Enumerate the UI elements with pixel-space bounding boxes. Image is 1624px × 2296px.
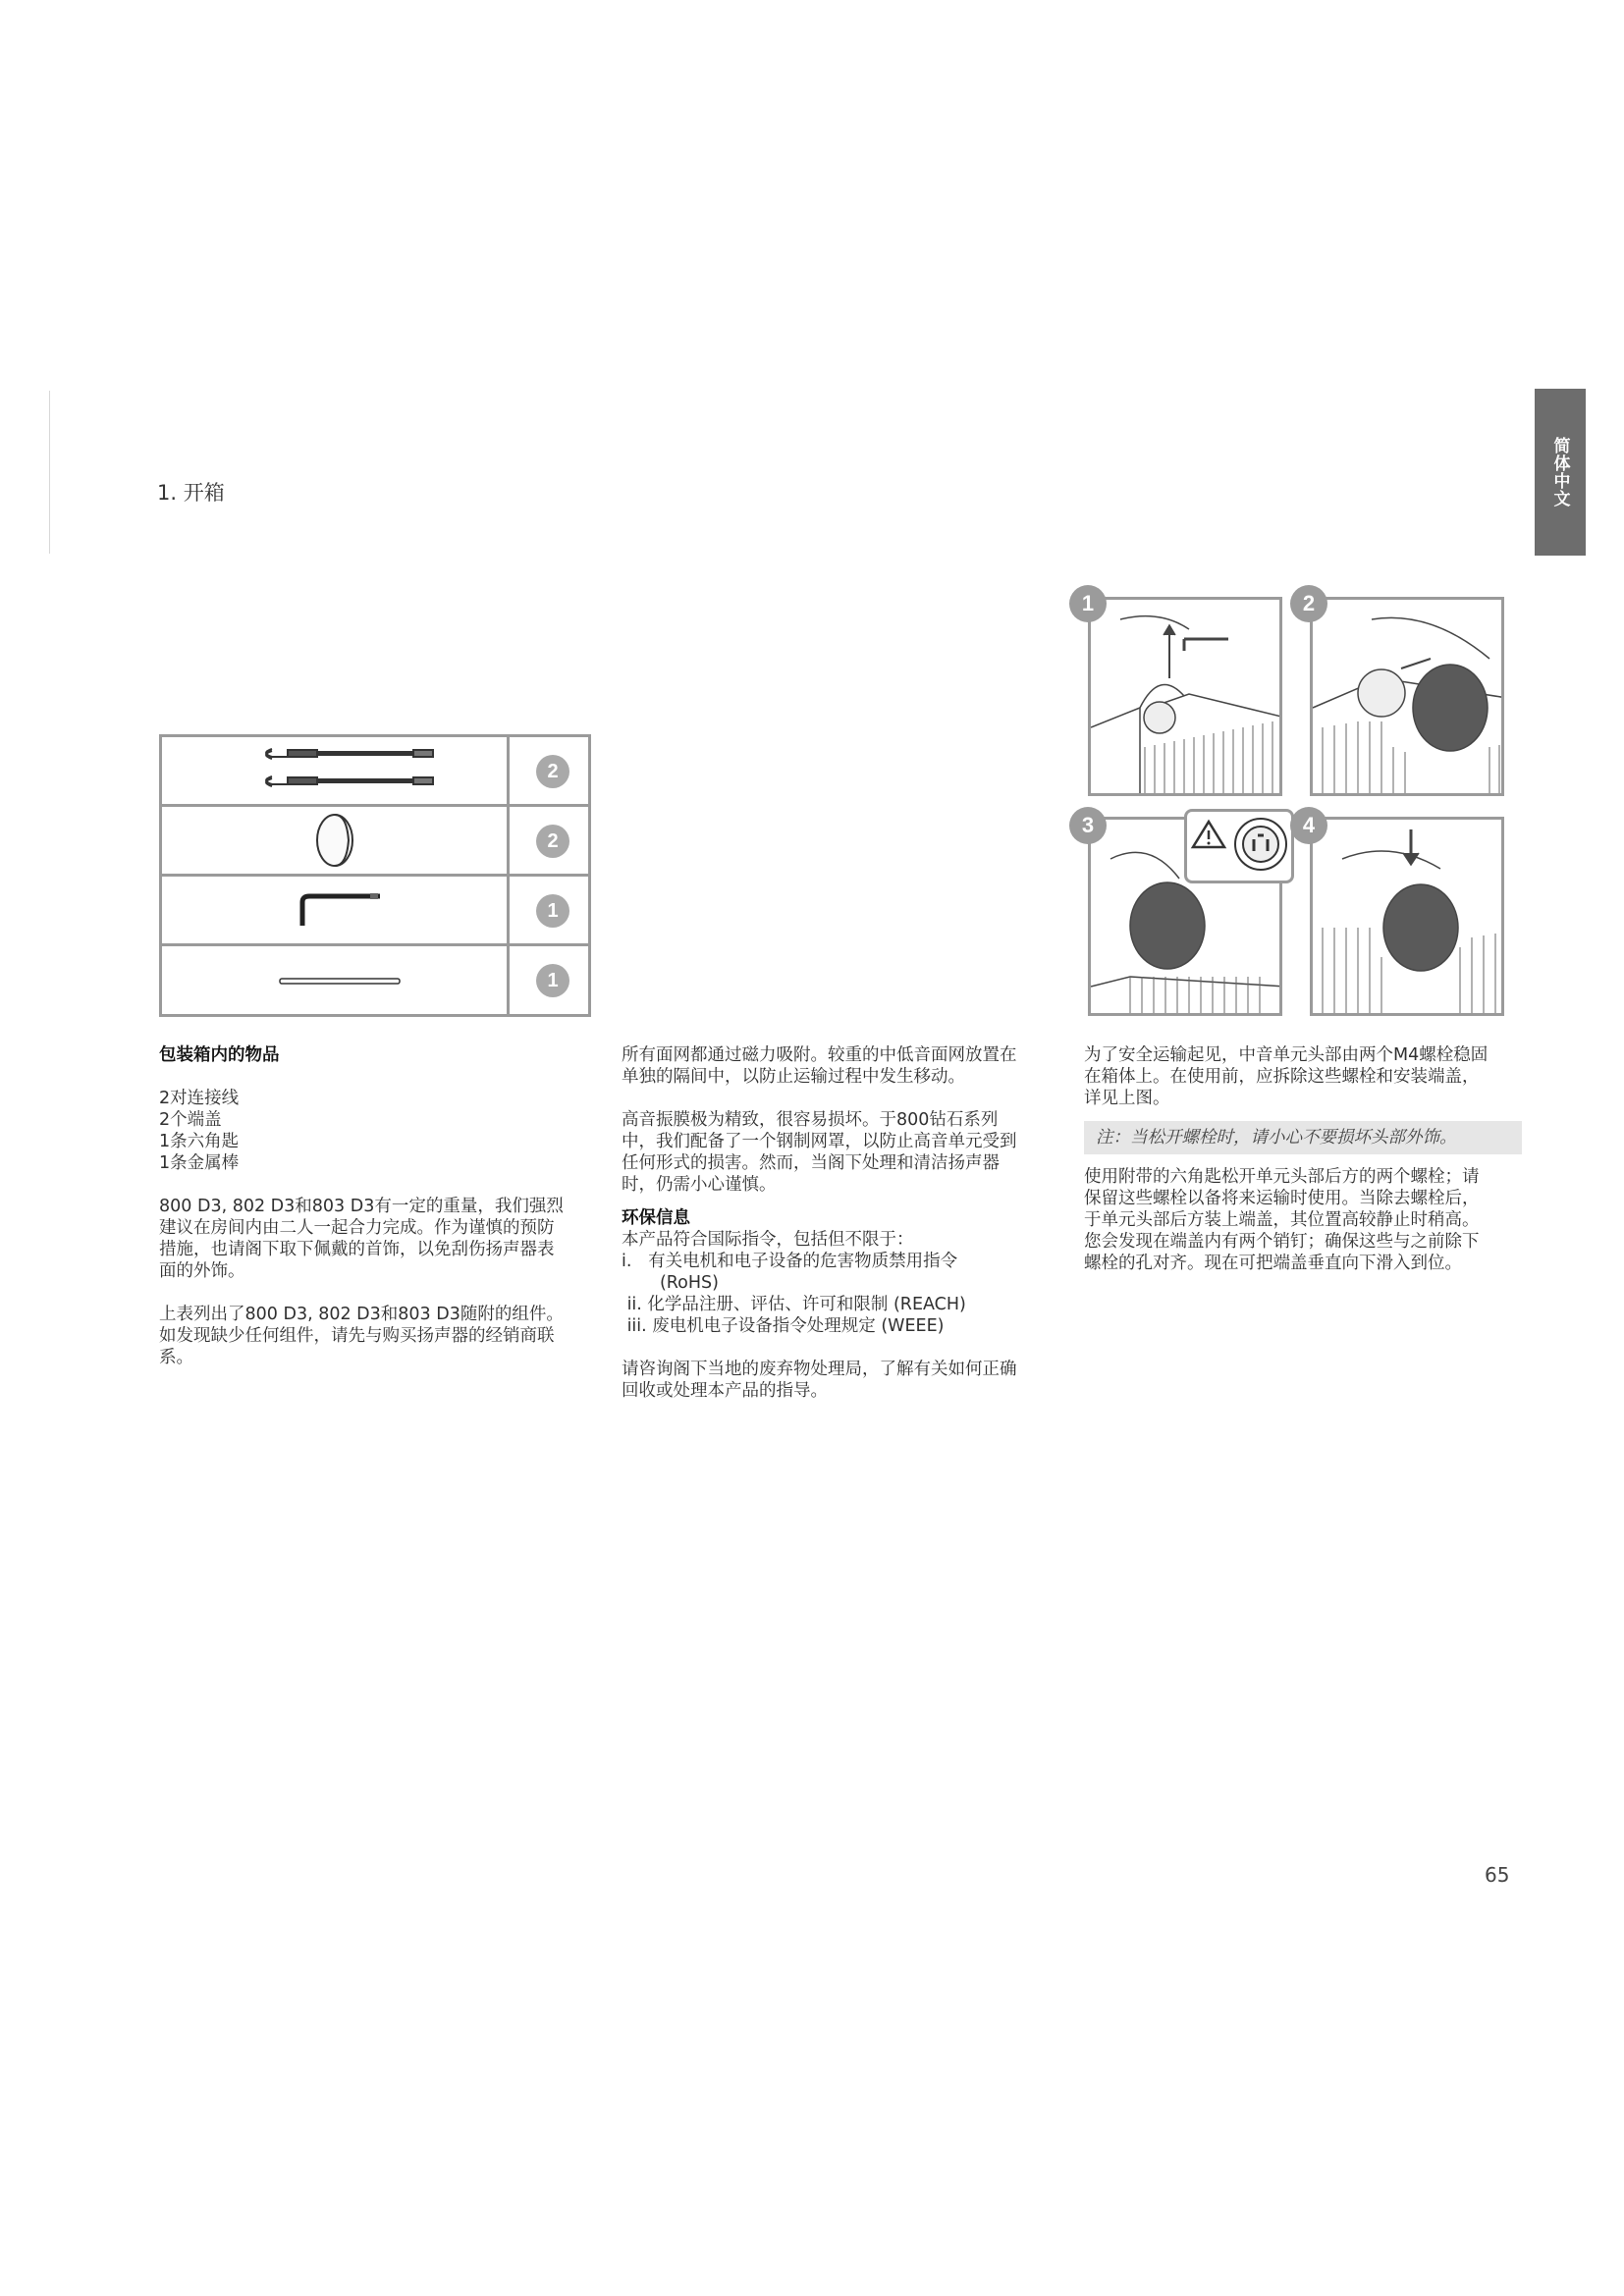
hex-key-icon — [162, 877, 510, 943]
components-paragraph-line: 如发现缺少任何组件，请先与购买扬声器的经销商联 — [159, 1326, 555, 1346]
margin-rule — [49, 391, 50, 554]
weight-paragraph-line: 建议在房间内由二人一起合力完成。作为谨慎的预防 — [159, 1218, 555, 1238]
weight-paragraph-line: 面的外饰。 — [159, 1261, 245, 1281]
contents-item: 2个端盖 — [159, 1110, 222, 1130]
disposal-paragraph-line: 请咨询阁下当地的废弃物处理局，了解有关如何正确 — [622, 1360, 1017, 1379]
grille-paragraph-line: 单独的隔间中，以防止运输过程中发生移动。 — [622, 1067, 965, 1087]
page-number: 65 — [1485, 1863, 1510, 1887]
components-paragraph-line: 上表列出了800 D3, 802 D3和803 D3随附的组件。 — [159, 1305, 564, 1324]
environment-intro: 本产品符合国际指令，包括但不限于： — [622, 1230, 914, 1250]
directive-item: ii. 化学品注册、评估、许可和限制 (REACH) — [622, 1295, 966, 1314]
parts-row — [162, 737, 588, 807]
step-1-panel — [1088, 597, 1282, 796]
contents-item: 1条金属棒 — [159, 1153, 240, 1173]
contents-item: 2对连接线 — [159, 1089, 240, 1108]
weight-paragraph-line: 措施，也请阁下取下佩戴的首饰，以免刮伤扬声器表 — [159, 1240, 555, 1259]
components-paragraph-line: 系。 — [159, 1348, 193, 1367]
quantity-badge: 2 — [536, 825, 569, 858]
transport-paragraph-line: 在箱体上。在使用前，应拆除这些螺栓和安装端盖， — [1084, 1067, 1480, 1087]
column-1 — [159, 1044, 591, 1368]
quantity-badge: 2 — [536, 755, 569, 788]
disposal-paragraph-line: 回收或处理本产品的指导。 — [622, 1381, 828, 1401]
step-2-panel — [1310, 597, 1504, 796]
directive-item: iii. 废电机电子设备指令处理规定 (WEEE) — [622, 1316, 945, 1336]
spade-link-cables-icon — [162, 737, 510, 804]
quantity-badge: 1 — [536, 964, 569, 997]
parts-row — [162, 877, 588, 946]
instructions-paragraph-line: 保留这些螺栓以备将来运输时使用。当除去螺栓后， — [1084, 1189, 1480, 1208]
terminal-cap-icon — [162, 807, 510, 874]
tweeter-paragraph-line: 时，仍需小心谨慎。 — [622, 1175, 777, 1195]
parts-row — [162, 946, 588, 1016]
instructions-paragraph-line: 您会发现在端盖内有两个销钉；确保这些与之前除下 — [1084, 1232, 1480, 1252]
directive-item: i. 有关电机和电子设备的危害物质禁用指令 — [622, 1252, 958, 1271]
parts-row — [162, 807, 588, 877]
section-title: 1. 开箱 — [157, 481, 225, 505]
tweeter-paragraph-line: 中，我们配备了一个钢制网罩，以防止高音单元受到 — [622, 1132, 1017, 1151]
step-4-panel — [1310, 817, 1504, 1016]
tweeter-paragraph-line: 高音振膜极为精致，很容易损坏。于800钻石系列 — [622, 1110, 999, 1130]
instructions-paragraph-line: 使用附带的六角匙松开单元头部后方的两个螺栓；请 — [1084, 1167, 1480, 1187]
warning-inset — [1184, 809, 1294, 883]
parts-table — [159, 734, 591, 1017]
directive-item: (RoHS) — [622, 1273, 719, 1293]
metal-rod-icon — [162, 946, 510, 1016]
language-tab — [1535, 389, 1586, 556]
contents-item: 1条六角匙 — [159, 1132, 240, 1151]
contents-heading: 包装箱内的物品 — [159, 1045, 280, 1065]
weight-paragraph-line: 800 D3, 802 D3和803 D3有一定的重量，我们强烈 — [159, 1197, 564, 1216]
grille-paragraph-line: 所有面网都通过磁力吸附。较重的中低音面网放置在 — [622, 1045, 1017, 1065]
language-tab-label: 简体中文 — [1549, 437, 1570, 507]
column-3 — [1084, 1044, 1522, 1274]
note-box: 注：当松开螺栓时，请小心不要损坏头部外饰。 — [1084, 1121, 1522, 1154]
step-badge: 3 — [1069, 807, 1107, 844]
step-badge: 2 — [1290, 585, 1327, 622]
step-badge: 4 — [1290, 807, 1327, 844]
instructions-paragraph-line: 螺栓的孔对齐。现在可把端盖垂直向下滑入到位。 — [1084, 1254, 1462, 1273]
step-badge: 1 — [1069, 585, 1107, 622]
transport-paragraph-line: 详见上图。 — [1084, 1089, 1170, 1108]
assembly-steps-figure — [1068, 585, 1520, 1027]
tweeter-paragraph-line: 任何形式的损害。然而，当阁下处理和清洁扬声器 — [622, 1153, 1000, 1173]
environment-heading: 环保信息 — [622, 1208, 690, 1228]
column-2 — [622, 1044, 1063, 1402]
quantity-badge: 1 — [536, 894, 569, 928]
transport-paragraph-line: 为了安全运输起见，中音单元头部由两个M4螺栓稳固 — [1084, 1045, 1489, 1065]
instructions-paragraph-line: 于单元头部后方装上端盖，其位置高较静止时稍高。 — [1084, 1210, 1480, 1230]
